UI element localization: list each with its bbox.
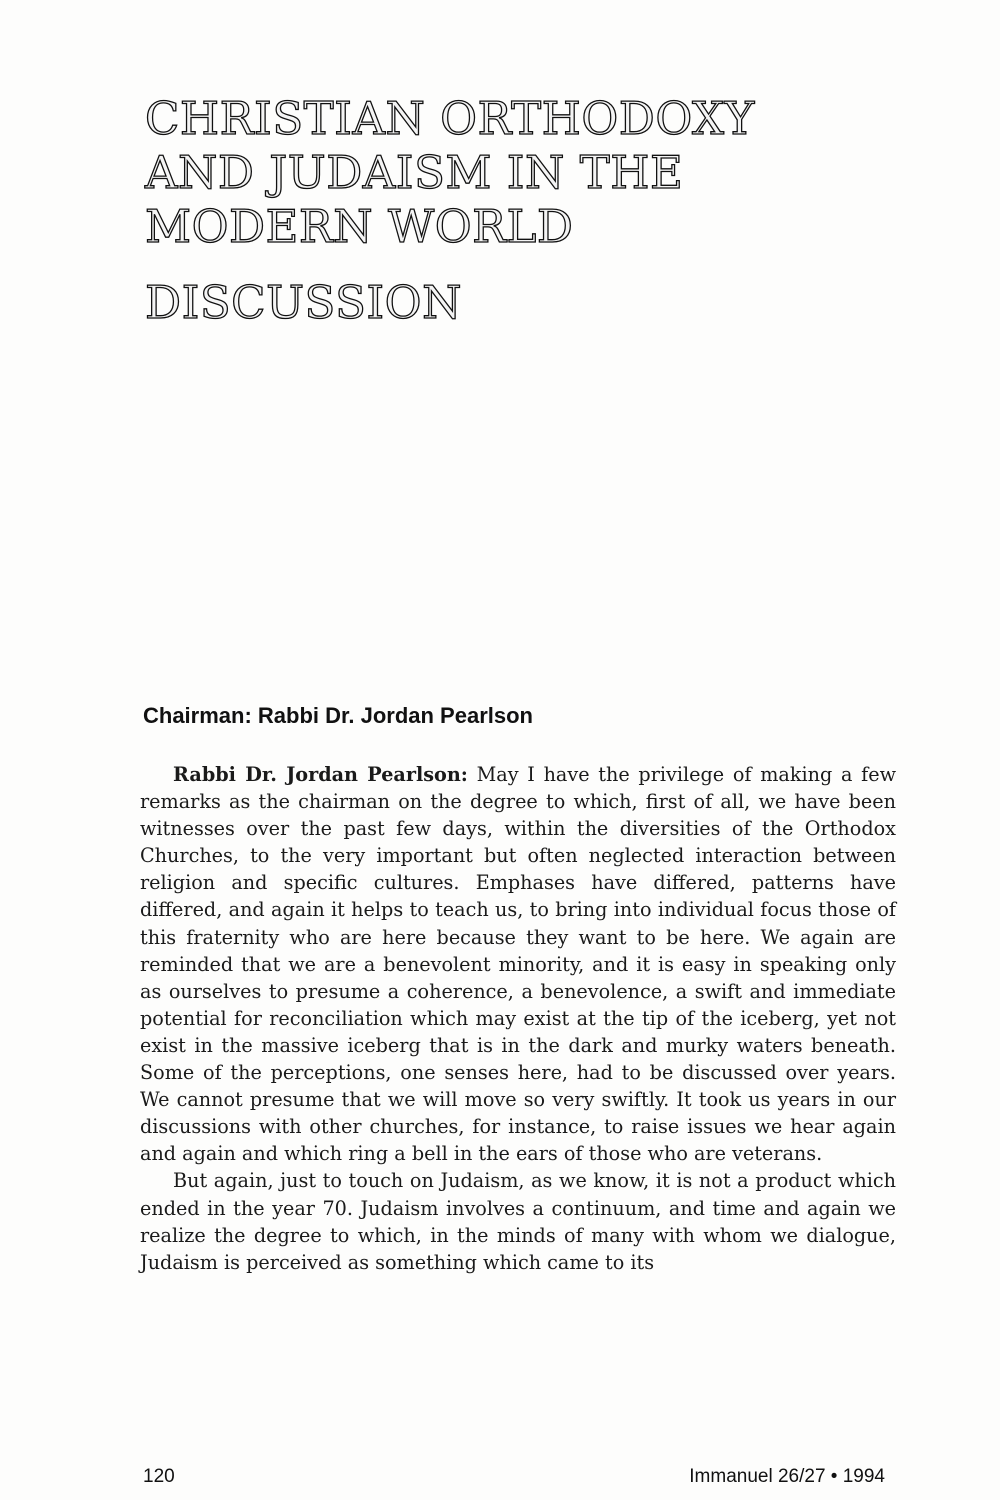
chairman-line: Chairman: Rabbi Dr. Jordan Pearlson: [143, 703, 533, 728]
article-subtitle: DISCUSSION: [145, 276, 462, 329]
title-line-3: MODERN WORLD: [145, 200, 574, 253]
paragraph-text: But again, just to touch on Judaism, as we know, it is not a product which ended in the year 70. Judaism involves a continuum, and time and again we realize the degree to which, in the minds of many with whom we dialogue, Judaism is perceived as something which came to its: [140, 1169, 896, 1274]
article-body: [140, 761, 896, 1276]
journal-citation: Immanuel 26/27 • 1994: [689, 1466, 885, 1487]
paragraph-text: May I have the privilege of making a few remarks as the chairman on the degree to which, first of all, we have been witnesses over the past few days, within the diversities of the Orthodox Churches, to the very important but often neglected interaction between religion and specific cultures. Emphases have differed, patterns have differed, and again it helps to teach us, to bring into individual focus those of this fraternity who are here because they want to be here. We again are reminded that we are a benevolent minority, and it is easy in speaking only as ourselves to presume a coherence, a benevolence, a swift and immediate potential for reconciliation which may exist at the tip of the iceberg, yet not exist in the massive iceberg that is in the dark and murky waters beneath. Some of the perceptions, one senses here, had to be discussed over years. We cannot presume that we will move so very swiftly. It took us years in our discussions with other churches, for instance, to raise issues we hear again and again and which ring a bell in the ears of those who are veterans.: [140, 763, 897, 1166]
page-number: 120: [143, 1466, 175, 1487]
body-paragraph-2: [140, 1167, 896, 1275]
title-line-1: CHRISTIAN ORTHODOXY: [145, 92, 755, 145]
title-line-2: AND JUDAISM IN THE: [145, 146, 684, 199]
speaker-name: Rabbi Dr. Jordan Pearlson:: [173, 763, 468, 786]
article-title: [145, 92, 865, 330]
body-paragraph-1: [140, 761, 896, 1167]
